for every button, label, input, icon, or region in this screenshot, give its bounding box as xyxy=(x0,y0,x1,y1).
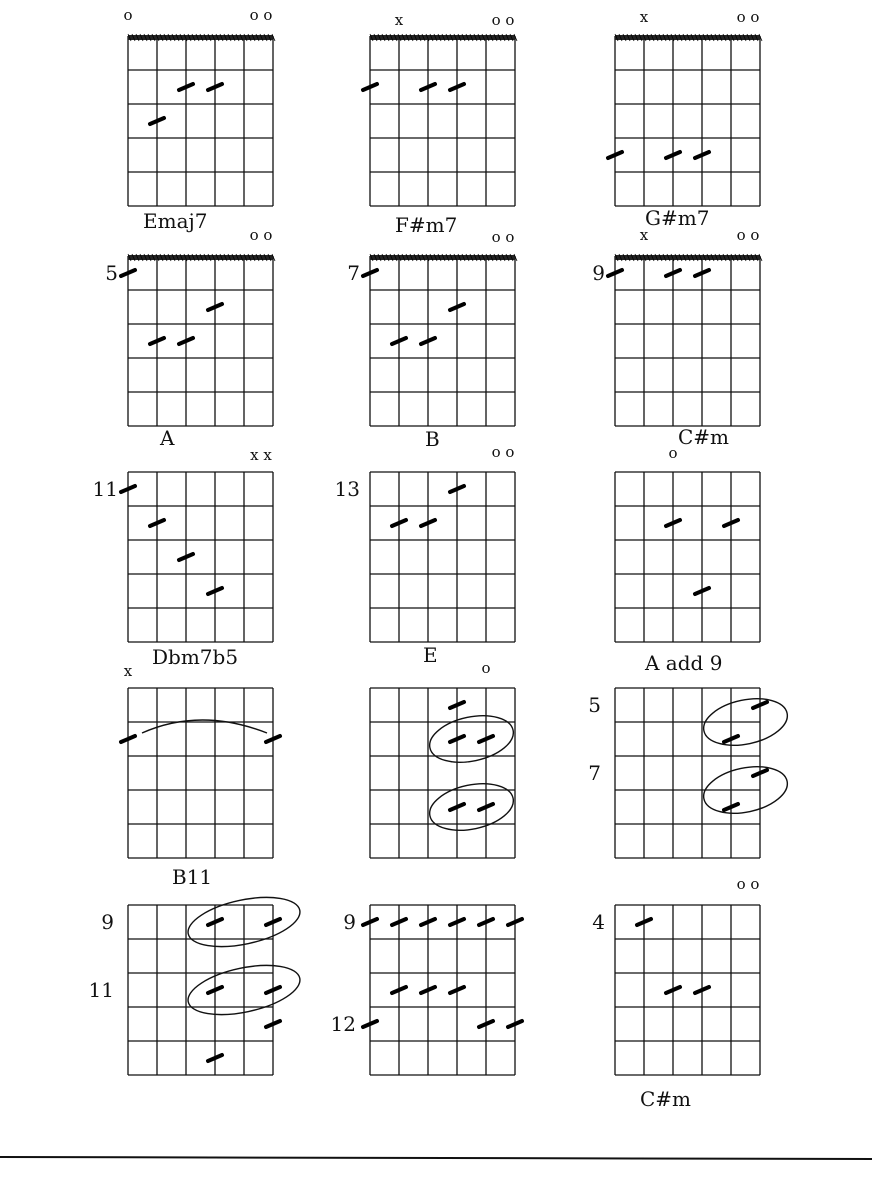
fret-number: 12 xyxy=(330,1012,356,1036)
finger-dot xyxy=(450,987,464,993)
chord-diagram-emaj7 xyxy=(123,6,275,233)
chord-diagram-dbm7b5 xyxy=(93,446,273,669)
string-marker: o o xyxy=(491,11,515,29)
finger-dot xyxy=(479,736,493,742)
chord-label: C#m xyxy=(678,425,730,449)
chord-label: Emaj7 xyxy=(143,209,208,233)
finger-dot xyxy=(266,987,280,993)
finger-dot xyxy=(208,919,222,925)
finger-dot xyxy=(392,520,406,526)
fret-number: 9 xyxy=(343,910,356,934)
chord-label: Dbm7b5 xyxy=(152,645,239,669)
finger-dot xyxy=(363,919,377,925)
finger-dot xyxy=(421,520,435,526)
finger-dot xyxy=(695,987,709,993)
finger-dot xyxy=(450,804,464,810)
finger-dot xyxy=(208,1055,222,1061)
finger-dot xyxy=(666,152,680,158)
finger-dot xyxy=(421,919,435,925)
finger-dot xyxy=(450,486,464,492)
fret-number: 7 xyxy=(347,261,360,285)
finger-dot xyxy=(479,919,493,925)
finger-dot xyxy=(695,270,709,276)
finger-dot xyxy=(421,987,435,993)
finger-dot xyxy=(150,338,164,344)
chord-diagram-shape-5 xyxy=(370,659,518,858)
string-marker: x xyxy=(123,662,133,680)
string-marker: o o xyxy=(491,443,515,461)
string-marker: x x xyxy=(250,446,272,464)
group-loop xyxy=(425,777,517,838)
finger-dot xyxy=(421,338,435,344)
string-marker: x xyxy=(394,11,404,29)
finger-dot xyxy=(724,736,738,742)
finger-dot xyxy=(121,486,135,492)
fret-number: 5 xyxy=(105,261,118,285)
finger-dot xyxy=(266,919,280,925)
string-marker: x xyxy=(639,226,649,244)
finger-dot xyxy=(179,554,193,560)
finger-dot xyxy=(479,804,493,810)
chord-label: G#m7 xyxy=(645,206,710,230)
finger-dot xyxy=(695,152,709,158)
finger-dot xyxy=(363,1021,377,1027)
chord-label: E xyxy=(423,643,438,667)
finger-dot xyxy=(508,1021,522,1027)
chord-diagram-a-chord xyxy=(105,226,275,450)
string-marker: o xyxy=(481,659,491,677)
finger-dot xyxy=(695,588,709,594)
finger-dot xyxy=(208,304,222,310)
chord-diagram-shape-6 xyxy=(588,688,791,858)
string-marker: o o xyxy=(491,228,515,246)
finger-dot xyxy=(150,118,164,124)
string-marker: o o xyxy=(736,226,760,244)
chord-label: F#m7 xyxy=(395,213,458,237)
finger-dot xyxy=(724,804,738,810)
finger-dot xyxy=(753,770,767,776)
chord-diagram-csharp-m xyxy=(592,226,762,449)
string-marker: o o xyxy=(249,6,273,24)
finger-dot xyxy=(208,588,222,594)
finger-dot xyxy=(637,919,651,925)
chord-diagram-shape-8 xyxy=(331,905,522,1075)
finger-dot xyxy=(150,520,164,526)
finger-dot xyxy=(450,84,464,90)
finger-dot xyxy=(608,152,622,158)
fret-number: 13 xyxy=(334,477,360,501)
fret-number: 11 xyxy=(92,477,118,501)
finger-dot xyxy=(666,520,680,526)
finger-dot xyxy=(121,736,135,742)
chord-diagram-b11 xyxy=(121,662,280,889)
finger-dot xyxy=(666,270,680,276)
finger-dot xyxy=(363,84,377,90)
chord-diagram-e-chord xyxy=(335,443,515,667)
fret-number: 7 xyxy=(588,761,601,785)
finger-dot xyxy=(753,702,767,708)
string-marker: o xyxy=(123,6,133,24)
chord-diagram-gsharp-m7 xyxy=(608,8,762,230)
chord-label: C#m xyxy=(640,1087,692,1111)
finger-dot xyxy=(392,987,406,993)
finger-dot xyxy=(508,919,522,925)
finger-dot xyxy=(450,919,464,925)
finger-dot xyxy=(179,84,193,90)
finger-dot xyxy=(666,987,680,993)
finger-dot xyxy=(724,520,738,526)
chord-label: A xyxy=(160,426,175,450)
fret-number: 9 xyxy=(592,261,605,285)
finger-dot xyxy=(479,1021,493,1027)
fret-number: 11 xyxy=(88,978,114,1002)
finger-dot xyxy=(450,702,464,708)
fret-number: 4 xyxy=(592,910,605,934)
finger-dot xyxy=(363,270,377,276)
finger-dot xyxy=(392,338,406,344)
string-marker: o xyxy=(668,444,678,462)
finger-dot xyxy=(208,987,222,993)
string-marker: o o xyxy=(249,226,273,244)
chord-diagram-shape-7 xyxy=(89,889,305,1075)
string-marker: x xyxy=(639,8,649,26)
finger-dot xyxy=(266,1021,280,1027)
fret-number: 5 xyxy=(588,693,601,717)
finger-dot xyxy=(450,304,464,310)
finger-dot xyxy=(608,270,622,276)
chord-diagram-fsharp-m7 xyxy=(363,11,517,237)
chord-diagram-csharp-m-2 xyxy=(592,875,760,1111)
finger-dot xyxy=(421,84,435,90)
finger-dot xyxy=(392,919,406,925)
finger-dot xyxy=(266,736,280,742)
chord-label: B xyxy=(425,427,440,451)
chord-label: A add 9 xyxy=(645,651,723,675)
chord-diagram-a-add9 xyxy=(615,444,760,675)
finger-dot xyxy=(179,338,193,344)
bottom-rule xyxy=(0,1157,872,1159)
finger-dot xyxy=(450,736,464,742)
string-marker: o o xyxy=(736,875,760,893)
finger-dot xyxy=(121,270,135,276)
string-marker: o o xyxy=(736,8,760,26)
chord-label: B11 xyxy=(172,865,213,889)
fret-number: 9 xyxy=(101,910,114,934)
group-loop xyxy=(425,709,517,770)
finger-dot xyxy=(208,84,222,90)
chord-diagram-b-chord xyxy=(347,228,517,451)
